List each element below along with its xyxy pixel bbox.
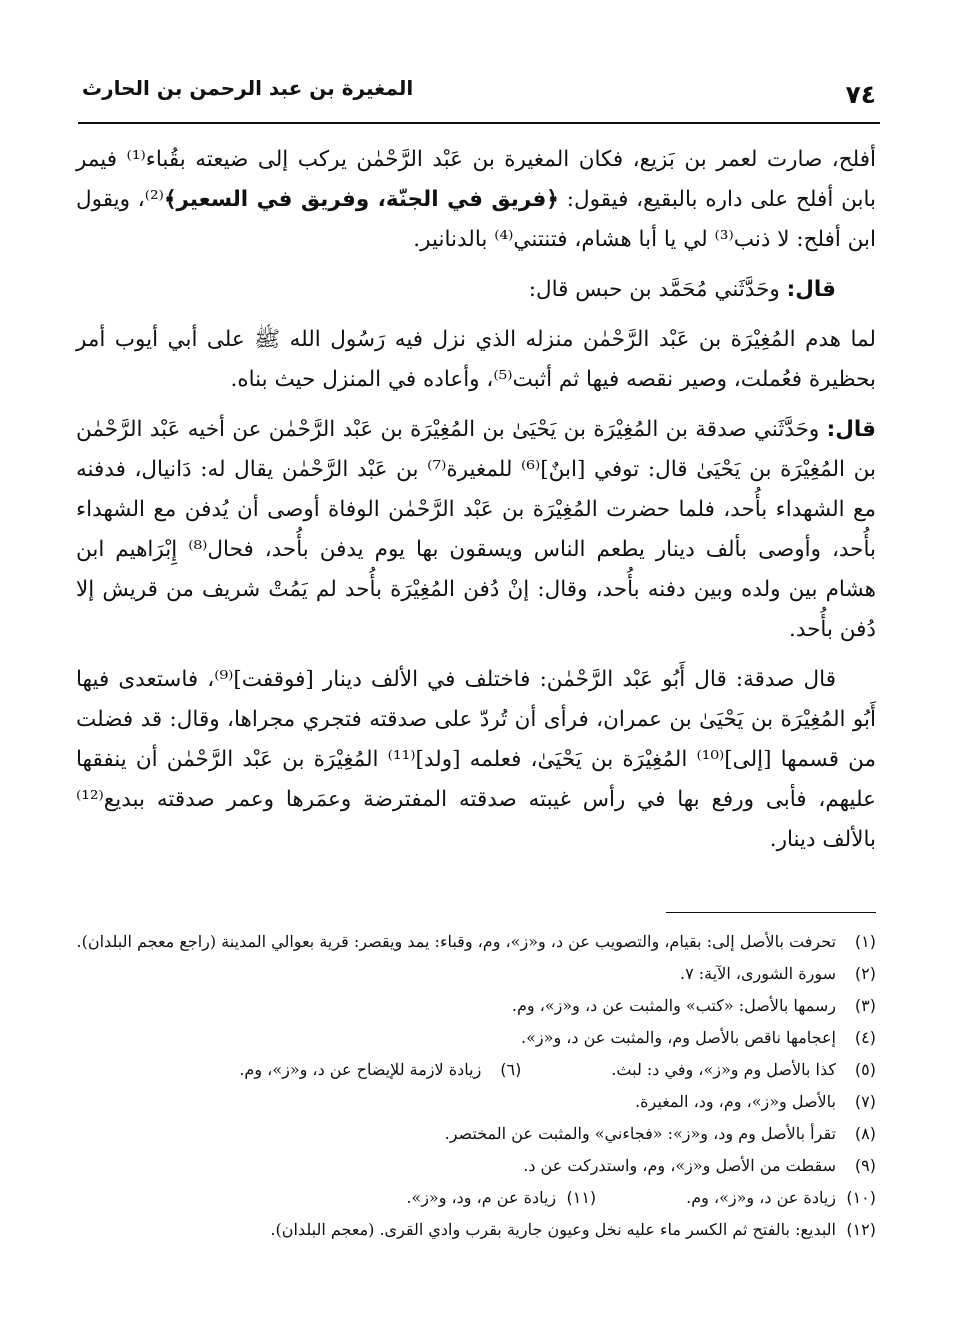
footnote-text: كذا بالأصل وم و«ز»، وفي د: لبث. (611, 1060, 836, 1079)
footnote-text: بالأصل و«ز»، وم، ود، المغيرة. (635, 1092, 836, 1111)
paragraph-1 (76, 140, 876, 260)
footnote-number: (١٠) (846, 1188, 876, 1207)
footnote-number: (٦) (500, 1060, 522, 1079)
footnote-text: تحرفت بالأصل إلى: بقيام، والتصويب عن د، و«ز»، وم، وقباء: يمد ويقصر: قرية بعوالي المدينة (راجع معجم البلدان). (76, 932, 836, 951)
footnote-text: سورة الشورى، الآية: ٧. (680, 964, 836, 983)
footnote (76, 958, 876, 990)
footnotes-rule (666, 912, 876, 913)
paragraph-5-text: قال صدقة: قال أَبُو عَبْد الرَّحْمٰن: فاختلف في الألف دينار [فوقفت]⁽⁹⁾، فاستعدى فيها أَبُو المُغِيْرَة بن يَحْيَىٰ بن عمران، فرأى أن تُردّ على صدقته فتجري مجراها، وقال: قد فضلت من قسمها [إلى]⁽¹⁰⁾ المُغِيْرَة بن يَحْيَىٰ، فعلمه [ولد]⁽¹¹⁾ المُغِيْرَة بن عَبْد الرَّحْمٰن أن ينفقها عليهم، فأبى ورفع بها في رأس غيبته صدقته المفترضة وعمَرها وعمر صدقته ببديع⁽¹²⁾ بالألف دينار. (76, 667, 877, 852)
footnote-text: إعجامها ناقص بالأصل وم، والمثبت عن د، و«ز». (521, 1028, 836, 1047)
footnote (76, 990, 876, 1022)
footnote-number: (٣) (854, 996, 876, 1015)
footnote (76, 1054, 876, 1086)
footnote-number: (١١) (566, 1188, 597, 1207)
qal-label: قال: (826, 417, 876, 442)
footnote-text: زيادة عن م، ود، و«ز». (406, 1188, 557, 1207)
paragraph-1-text-a: أفلح، صارت لعمر بن بَزيع، فكان المغيرة بن عَبْد الرَّحْمٰن يركب إلى ضيعته بقُباء⁽¹⁾ فيمر بابن أفلح على داره بالبقيع، فيقول: (76, 147, 877, 212)
footnote (76, 1214, 876, 1246)
page-number: ٧٤ (845, 80, 876, 109)
footnote-text: سقطت من الأصل و«ز»، وم، واستدركت عن د. (523, 1156, 836, 1175)
footnote-text: زيادة عن د، و«ز»، وم. (686, 1188, 836, 1207)
footnote-number: (٤) (854, 1028, 876, 1047)
paragraph-4-text: وحَدَّثَني صدقة بن المُغِيْرَة بن يَحْيَىٰ بن المُغِيْرَة بن عَبْد الرَّحْمٰن عن أخيه عَبْد الرَّحْمٰن بن المُغِيْرَة بن يَحْيَىٰ قال: توفي [ابنٌ]⁽⁶⁾ للمغيرة⁽⁷⁾ بن عَبْد الرَّحْمٰن يقال له: دَانيال، فدفنه مع الشهداء بأُحد، فلما حضرت المُغِيْرَة بن عَبْد الرَّحْمٰن الوفاة أوصى أن يُدفن مع الشهداء بأُحد، وأوصى بألف دينار يطعم الناس ويسقون بها يوم يدفن بأُحد، فحال⁽⁸⁾ إِبْرَاهيم ابن هشام بين ولده وبين دفنه بأُحد، وقال: إنْ دُفن المُغِيْرَة بأُحد لم يَمُتْ شريف من قريش إلا دُفن بأُحد. (76, 417, 877, 642)
footnote (76, 1118, 876, 1150)
quran-verse: ﴿فريق في الجنّة، وفريق في السعير﴾ (163, 187, 559, 212)
footnote (76, 1150, 876, 1182)
footnote-number: (١٢) (846, 1220, 876, 1239)
running-title: المغيرة بن عبد الرحمن بن الحارث (82, 76, 414, 100)
footnotes (76, 926, 876, 1246)
footnote (76, 1182, 876, 1214)
footnote-number: (٧) (854, 1092, 876, 1111)
paragraph-1-text-b: ⁽²⁾، ويقول ابن أفلح: لا ذنب⁽³⁾ لي يا أبا هشام، فتنتني⁽⁴⁾ بالدنانير. (76, 187, 876, 252)
paragraph-3-text: لما هدم المُغِيْرَة بن عَبْد الرَّحْمٰن منزله الذي نزل فيه رَسُول الله ﷺ على أبي أيوب أمر بحظيرة فعُملت، وصير نقصه فيها ثم أثبت⁽⁵⁾، وأعاده في المنزل حيث بناه. (76, 327, 876, 392)
footnote-number: (٥) (854, 1060, 876, 1079)
footnote-text: زيادة لازمة للإيضاح عن د، و«ز»، وم. (239, 1060, 482, 1079)
footnote-number: (١) (854, 932, 876, 951)
paragraph-5 (76, 660, 876, 860)
footnote-number: (٢) (854, 964, 876, 983)
paragraph-3 (76, 320, 876, 400)
paragraph-2 (76, 270, 876, 310)
paragraph-2-text: وحَدَّثَني مُحَمَّد بن حبس قال: (528, 277, 787, 302)
qal-label: قال: (786, 277, 836, 302)
footnote (76, 1086, 876, 1118)
footnote-number: (٩) (854, 1156, 876, 1175)
footnote-text: رسمها بالأصل: «كتب» والمثبت عن د، و«ز»، وم. (511, 996, 836, 1015)
footnote-number: (٨) (854, 1124, 876, 1143)
footnote-text: تقرأ بالأصل وم ود، و«ز»: «فجاءني» والمثبت عن المختصر. (444, 1124, 836, 1143)
footnote (76, 1022, 876, 1054)
header-rule (78, 122, 880, 124)
page-header (78, 72, 878, 112)
footnote-text: البديع: بالفتح ثم الكسر ماء عليه نخل وعيون جارية بقرب وادي القرى. (معجم البلدان). (270, 1220, 836, 1239)
footnote (76, 926, 876, 958)
main-text (76, 140, 876, 870)
paragraph-4 (76, 410, 876, 650)
